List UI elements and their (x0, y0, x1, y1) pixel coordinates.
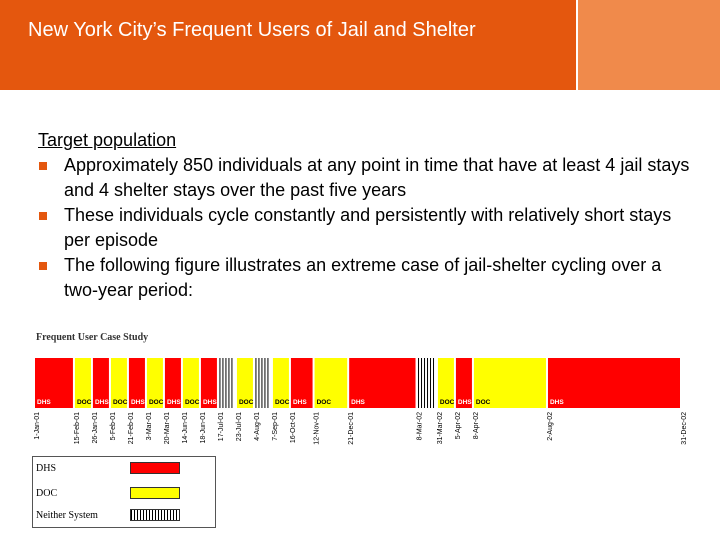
timeline-svg (30, 324, 692, 454)
square-bullet-icon (39, 212, 47, 220)
legend-swatch-neither (130, 509, 180, 521)
tick-label: 5-Feb-01 (109, 412, 117, 441)
segment-label: DOC (148, 399, 164, 406)
bullet-text: Approximately 850 individuals at any point in time that have at least 4 jail stays and 4 shelter stays over the past five years (64, 155, 690, 200)
bullet-item (38, 203, 698, 253)
segment-label: DHS (351, 399, 365, 406)
bullet-item (38, 253, 698, 303)
header-bar (0, 0, 576, 90)
tick-label: 21-Feb-01 (127, 412, 135, 445)
tick-label: 20-Mar-01 (163, 412, 171, 445)
tick-label: 1-Jan-01 (34, 412, 41, 440)
segment-label: DHS (457, 399, 472, 406)
legend-label: Neither System (36, 510, 98, 521)
bullet-text: These individuals cycle constantly and persistently with relatively short stays per episode (64, 205, 672, 250)
tick-label: 7-Sep-01 (271, 412, 279, 441)
tick-label: 15-Feb-01 (73, 412, 81, 445)
legend-item-neither (33, 508, 213, 524)
segment-label: DHS (166, 399, 181, 406)
header-accent-block (578, 0, 720, 90)
tick-label: 3-Mar-01 (145, 412, 153, 441)
segment-label: DHS (292, 399, 307, 406)
segment-label: DOC (274, 399, 290, 406)
legend-item-dhs (33, 461, 213, 477)
timeline-segment-neither (219, 358, 235, 408)
bullet-item (38, 153, 698, 203)
timeline-segment-dhs (548, 358, 680, 408)
legend-swatch-doc (130, 487, 180, 499)
chart-legend (32, 456, 216, 528)
legend-swatch-dhs (130, 462, 180, 474)
content-area (38, 128, 698, 303)
tick-label: 16-Oct-01 (289, 412, 297, 444)
tick-label: 26-Jan-01 (91, 412, 99, 444)
legend-item-doc (33, 486, 213, 502)
tick-label: 21-Dec-01 (348, 412, 356, 445)
tick-label: 4-Aug-01 (253, 412, 261, 441)
timeline-segment-neither (418, 358, 436, 408)
tick-label: 2-Aug-02 (546, 412, 554, 441)
chart-title: Frequent User Case Study (36, 332, 149, 343)
tick-label: 18-Jun-01 (199, 412, 207, 444)
segment-label: DOC (316, 399, 332, 406)
bullet-text: The following figure illustrates an extreme case of jail-shelter cycling over a two-year period: (64, 255, 662, 300)
square-bullet-icon (39, 162, 47, 170)
section-heading: Target population (38, 130, 177, 150)
segment-label: DOC (76, 399, 92, 406)
tick-label: 8-Mar-02 (416, 412, 424, 441)
tick-label: 17-Jul-01 (217, 412, 225, 442)
timeline-segment-neither (255, 358, 271, 408)
segment-label: DOC (475, 399, 491, 406)
segment-label: DOC (112, 399, 128, 406)
segment-label: DHS (549, 399, 564, 406)
tick-label: 31-Mar-02 (436, 412, 444, 445)
tick-label: 8-Apr-02 (472, 412, 480, 440)
segment-label: DHS (202, 399, 217, 406)
segment-label: DHS (130, 399, 145, 406)
tick-label: 31-Dec-02 (681, 412, 688, 445)
square-bullet-icon (39, 262, 47, 270)
segment-label: DHS (37, 399, 51, 406)
segment-label: DOC (184, 399, 200, 406)
legend-label: DHS (36, 463, 57, 474)
segment-label: DHS (94, 399, 109, 406)
slide-title: New York City’s Frequent Users of Jail and Shelter (28, 19, 476, 41)
segment-label: DOC (238, 399, 254, 406)
tick-label: 14-Jun-01 (181, 412, 189, 444)
tick-label: 5-Apr-02 (454, 412, 462, 440)
bullet-list (38, 153, 698, 303)
tick-label: 23-Jul-01 (235, 412, 243, 442)
segment-label: DOC (439, 399, 455, 406)
tick-label: 12-Nov-01 (313, 412, 321, 445)
legend-label: DOC (36, 488, 58, 499)
